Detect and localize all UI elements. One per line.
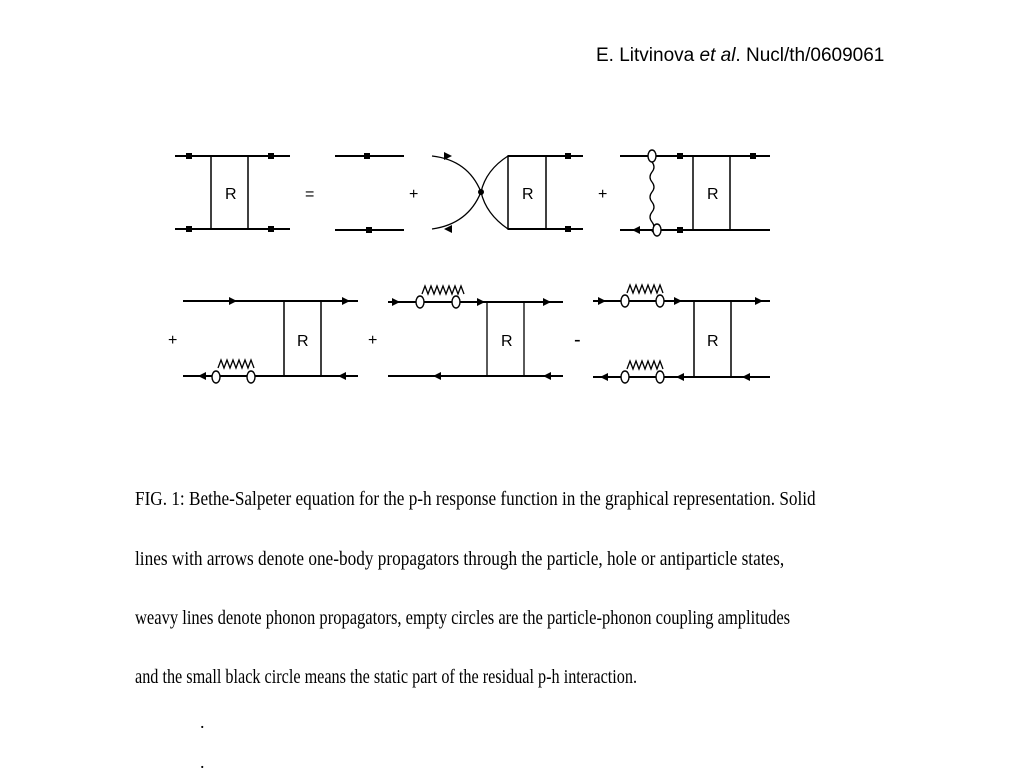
- stray-dot-2: .: [200, 752, 205, 772]
- equals-sign: =: [305, 186, 315, 203]
- caption-line-4: and the small black circle means the static part of the residual p-h interaction.: [135, 666, 638, 688]
- plus-sign-2: +: [598, 186, 608, 203]
- caption-line-3: weavy lines denote phonon propagators, empty circles are the particle-phonon coupling amplitudes: [135, 607, 791, 629]
- r-box-label-1: R: [225, 186, 237, 203]
- minus-sign: -: [574, 329, 581, 351]
- plus-sign-3: +: [168, 332, 178, 349]
- r-box-label-4: R: [297, 333, 309, 350]
- plus-sign-4: +: [368, 332, 378, 349]
- citation-etal: et al: [699, 45, 736, 66]
- r-box-label-5: R: [501, 333, 513, 350]
- stray-dot-1: .: [200, 712, 205, 732]
- r-box-label-3: R: [707, 186, 719, 203]
- r-box-label-6: R: [707, 333, 719, 350]
- caption-line-2: lines with arrows denote one-body propagators through the particle, hole or antiparticle states,: [135, 548, 785, 570]
- citation-author: E. Litvinova: [596, 45, 700, 66]
- r-box-label-2: R: [522, 186, 534, 203]
- caption-line-1: FIG. 1: Bethe-Salpeter equation for the p-h response function in the graphical representation. Solid: [135, 488, 816, 510]
- citation-ref: . Nucl/th/0609061: [735, 45, 885, 66]
- plus-sign-1: +: [409, 186, 419, 203]
